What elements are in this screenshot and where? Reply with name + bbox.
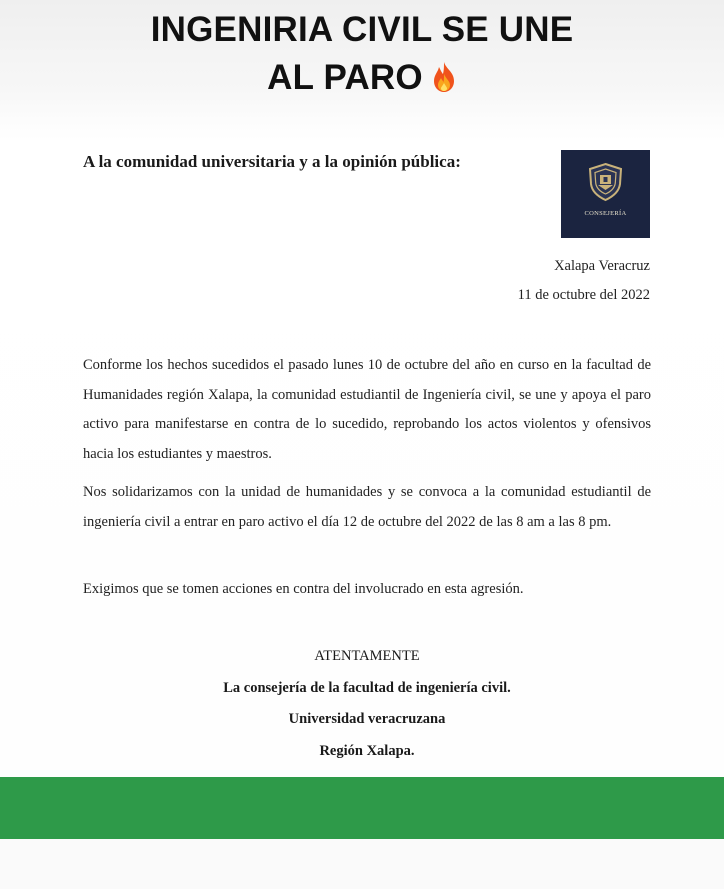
letter-paragraph-2: Nos solidarizamos con la unidad de humanidades y se convoca a la comunidad estudiantil de ingeniería civil a entrar en paro activo el día 12 de octubre del 2022 de las 8 am a las 8 pm. — [83, 484, 651, 530]
fire-icon — [431, 58, 457, 106]
closing-atentamente: ATENTAMENTE — [314, 648, 420, 664]
bottom-strip — [0, 839, 724, 889]
closing-signatory: La consejería de la facultad de ingeniería civil. — [223, 680, 511, 696]
letter-salutation: A la comunidad universitaria y a la opinión pública: — [83, 152, 461, 171]
letter-place: Xalapa Veracruz — [554, 258, 650, 274]
letter-paragraph-3: Exigimos que se tomen acciones en contra del involucrado en esta agresión. — [83, 581, 524, 597]
green-banner — [0, 777, 724, 839]
letter-date: 11 de octubre del 2022 — [517, 287, 650, 303]
letter-paragraph-1: Conforme los hechos sucedidos el pasado lunes 10 de octubre del año en curso en la facultad de Humanidades región Xalapa, la comunidad estudiantil de Ingeniería civil, se une y apoya el paro activo para manifestarse en contra de lo sucedido, reprobando los actos violentos y ofensivos hacia los estudiantes y maestros. — [83, 357, 651, 462]
closing-region: Región Xalapa. — [319, 743, 415, 759]
shield-crest-icon — [586, 162, 625, 207]
headline-line-2-text: AL PARO — [267, 58, 423, 97]
logo-text: CONSEJERÍA — [584, 210, 627, 217]
headline-line-1: INGENIRIA CIVIL SE UNE — [150, 10, 574, 49]
headline — [0, 6, 724, 106]
headline-line-2 — [0, 54, 724, 106]
consejeria-logo — [561, 150, 650, 238]
closing-university: Universidad veracruzana — [288, 711, 446, 727]
